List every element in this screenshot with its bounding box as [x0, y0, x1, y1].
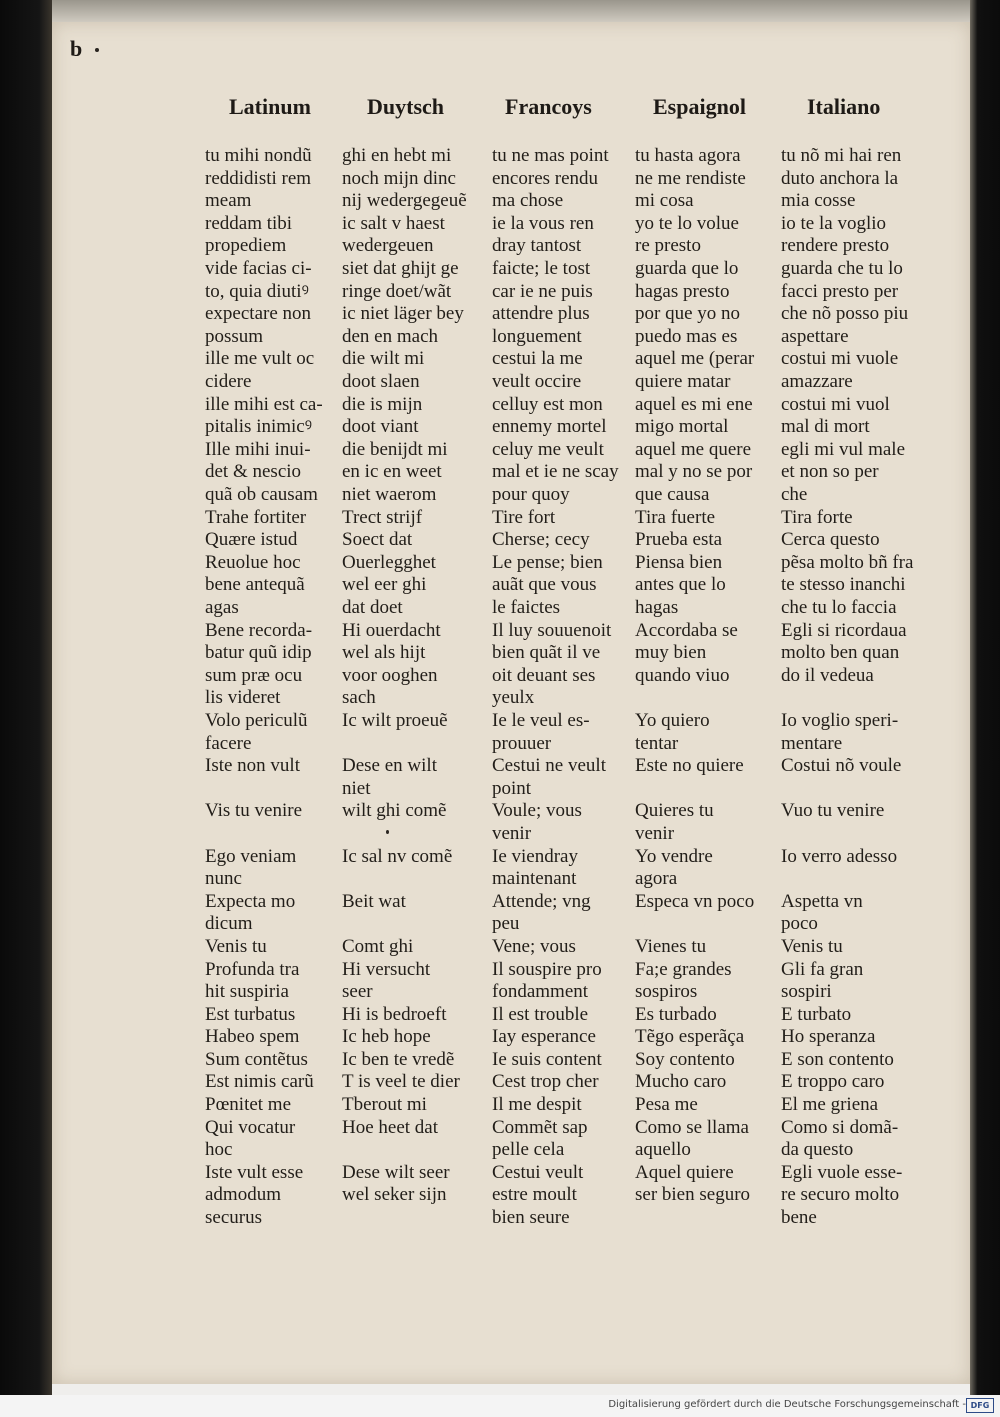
latin-cell: Bene recorda- batur quũ idip sum præ ocu lis videret	[205, 619, 313, 709]
latin-cell: Quære istud	[205, 529, 298, 551]
phrase-row	[205, 1049, 950, 1072]
phrase-row	[205, 507, 950, 530]
latin-cell: Qui vocatur hoc	[205, 1116, 296, 1161]
latin-cell: tu mihi nondũ reddidisti rem meam reddam tibi propediem vide facias ci- to, quia diutiꝰ expectare non possum ille me vult oc cidere	[205, 145, 315, 392]
latin-cell: Venis tu	[205, 935, 267, 957]
french-cell: Il souspire pro fondamment	[492, 958, 602, 1003]
phrase-row	[205, 1026, 950, 1049]
phrase-row	[205, 959, 950, 1004]
folio-mark: b	[70, 36, 83, 61]
dutch-cell: Trect strijf	[342, 506, 423, 528]
french-cell: Tire fort	[492, 506, 556, 528]
phrase-row	[205, 1071, 950, 1094]
dutch-cell: Ic heb hope	[342, 1026, 431, 1048]
italian-cell: Egli si ricordaua molto ben quan do il vedeua	[781, 619, 907, 686]
phrase-row	[205, 936, 950, 959]
phrase-row	[205, 145, 950, 394]
latin-cell: Iste non vult	[205, 755, 300, 777]
spanish-cell: Especa vn poco	[635, 890, 755, 912]
italian-cell: Ho speranza	[781, 1026, 876, 1048]
latin-cell: Reuolue hoc bene antequã agas	[205, 551, 305, 618]
phrase-row	[205, 800, 950, 845]
latin-cell: Expecta mo dicum	[205, 890, 296, 935]
dutch-cell: Ic wilt proeuẽ	[342, 709, 448, 731]
phrase-row	[205, 552, 950, 620]
spanish-cell: Soy contento	[635, 1048, 735, 1070]
phrase-row	[205, 846, 950, 891]
french-cell: Il luy souuenoit bien quãt il ve oit deuant ses yeulx	[492, 619, 612, 709]
ink-spot	[95, 48, 99, 52]
italian-cell: E turbato	[781, 1003, 852, 1025]
spanish-cell: Este no quiere	[635, 755, 744, 777]
header-spanish: Espaignol	[653, 94, 746, 119]
phrase-row	[205, 529, 950, 552]
phrase-row	[205, 1004, 950, 1027]
dutch-cell: Soect dat	[342, 529, 413, 551]
italian-cell: E troppo caro	[781, 1071, 885, 1093]
latin-cell: Est nimis carũ	[205, 1071, 314, 1093]
latin-cell: Ego veniam nunc	[205, 845, 297, 890]
french-cell: tu ne mas point encores rendu ma chose ie la vous ren dray tantost faicte; le tost car ie ne puis attendre plus longuement cestui la me veult occire	[492, 145, 609, 392]
dutch-cell: Ic ben te vredẽ	[342, 1048, 455, 1070]
latin-cell: Volo periculũ facere	[205, 709, 308, 754]
phrase-row	[205, 1117, 950, 1162]
dutch-cell: Comt ghi	[342, 935, 414, 957]
latin-cell: Habeo spem	[205, 1026, 300, 1048]
dutch-cell: Hoe heet dat	[342, 1116, 439, 1138]
dutch-cell: Hi versucht seer	[342, 958, 431, 1003]
phrase-row	[205, 1162, 950, 1230]
italian-cell: Io verro adesso	[781, 845, 898, 867]
french-cell: Iay esperance	[492, 1026, 596, 1048]
spanish-cell: Prueba esta	[635, 529, 723, 551]
left-scan-border	[0, 0, 52, 1395]
header-french: Francoys	[505, 94, 592, 119]
phrase-table	[205, 145, 950, 1230]
latin-cell: Iste vult esse admodum securus	[205, 1161, 304, 1229]
dutch-cell: Hi is bedroeft	[342, 1003, 447, 1025]
italian-cell: Cerca questo	[781, 529, 880, 551]
french-cell: Le pense; bien auãt que vous le faictes	[492, 551, 603, 618]
spanish-cell: Fa;e grandes sospiros	[635, 958, 732, 1003]
french-cell: Vene; vous	[492, 935, 576, 957]
italian-cell: costui mi vuol mal di mort egli mi vul male et non so per che	[781, 393, 906, 505]
spanish-cell: Mucho caro	[635, 1071, 727, 1093]
funding-note: Digitalisierung gefördert durch die Deutsche Forschungsgemeinschaft -	[608, 1399, 966, 1410]
spanish-cell: Quieres tu venir	[635, 800, 714, 844]
column-headers	[205, 94, 945, 128]
header-italian: Italiano	[807, 94, 881, 119]
italian-cell: Tira forte	[781, 506, 853, 528]
italian-cell: tu nõ mi hai ren duto anchora la mia cosse io te la voglio rendere presto guarda che tu lo facci presto per che nõ posso piu aspettare costui mi vuole amazzare	[781, 145, 909, 392]
italian-cell: Costui nõ voule	[781, 755, 902, 777]
phrase-row	[205, 755, 950, 800]
dutch-cell: Ic sal nv comẽ	[342, 845, 453, 867]
italian-cell: Gli fa gran sospiri	[781, 958, 864, 1003]
french-cell: Ie viendray maintenant	[492, 845, 578, 890]
french-cell: Cestui veult estre moult bien seure	[492, 1161, 584, 1229]
italian-cell: E son contento	[781, 1048, 894, 1070]
dutch-cell: die is mijn doot viant die benijdt mi en ic en weet niet waerom	[342, 393, 448, 505]
dutch-cell: wilt ghi comẽ	[342, 800, 447, 822]
dutch-cell: Hi ouerdacht wel als hijt voor ooghen sach	[342, 619, 441, 709]
spanish-cell: Es turbado	[635, 1003, 717, 1025]
italian-cell: Egli vuole esse- re securo molto bene	[781, 1161, 903, 1229]
french-cell: Cestui ne veult point	[492, 755, 606, 799]
phrase-row	[205, 891, 950, 936]
spanish-cell: Como se llama aquello	[635, 1116, 749, 1161]
spanish-cell: tu hasta agora ne me rendiste mi cosa yo te lo volue re presto guarda que lo hagas presto por que yo no puedo mas es aquel me (perar quiere matar	[635, 145, 755, 392]
dfg-logo: DFG	[966, 1398, 994, 1413]
french-cell: Il me despit	[492, 1094, 582, 1116]
french-cell: Cest trop cher	[492, 1071, 599, 1093]
italian-cell: Aspetta vn poco	[781, 890, 863, 935]
dutch-cell: Ouerlegghet wel eer ghi dat doet	[342, 551, 436, 618]
spanish-cell: Tẽgo esperãça	[635, 1026, 745, 1048]
french-cell: Ie le veul es- prouuer	[492, 709, 590, 754]
latin-cell: Trahe fortiter	[205, 506, 307, 528]
spanish-cell: Accordaba se muy bien quando viuo	[635, 619, 738, 686]
french-cell: Il est trouble	[492, 1003, 589, 1025]
italian-cell: Venis tu	[781, 935, 843, 957]
dutch-cell: Dese wilt seer wel seker sijn	[342, 1161, 450, 1206]
french-cell: celluy est mon ennemy mortel celuy me veult mal et ie ne scay pour quoy	[492, 393, 619, 505]
spanish-cell: Aquel quiere ser bien seguro	[635, 1161, 751, 1206]
french-cell: Commẽt sap pelle cela	[492, 1116, 588, 1161]
top-scan-border	[52, 0, 970, 22]
italian-cell: El me griena	[781, 1094, 879, 1116]
french-cell: Cherse; cecy	[492, 529, 590, 551]
latin-cell: Sum contẽtus	[205, 1048, 308, 1070]
latin-cell: Est turbatus	[205, 1003, 296, 1025]
spanish-cell: Piensa bien antes que lo hagas	[635, 551, 726, 618]
spanish-cell: Vienes tu	[635, 935, 707, 957]
italian-cell: Io voglio speri- mentare	[781, 709, 899, 754]
latin-cell: ille mihi est ca- pitalis inimicꝰ Ille mihi inui- det & nescio quã ob causam	[205, 393, 323, 505]
phrase-row	[205, 620, 950, 710]
phrase-row	[205, 710, 950, 755]
dutch-cell: Dese en wilt niet	[342, 755, 437, 799]
dutch-cell: Tberout mi	[342, 1094, 427, 1116]
spanish-cell: Yo vendre agora	[635, 845, 713, 890]
right-scan-border	[970, 0, 1000, 1395]
phrase-row	[205, 1094, 950, 1117]
dutch-cell: ghi en hebt mi noch mijn dinc nij wedergegeuẽ ic salt v haest wedergeuen siet dat ghijt ge ringe doet/wãt ic niet läger bey den en mach die wilt mi doot slaen	[342, 145, 467, 392]
french-cell: Ie suis content	[492, 1048, 602, 1070]
italian-cell: Vuo tu venire	[781, 800, 885, 822]
french-cell: Attende; vng peu	[492, 890, 591, 935]
french-cell: Voule; vous venir	[492, 800, 582, 844]
latin-cell: Pœnitet me	[205, 1094, 292, 1116]
latin-cell: Vis tu venire	[205, 800, 303, 822]
italian-cell: pẽsa molto bñ fra te stesso inanchi che tu lo faccia	[781, 551, 914, 618]
dutch-cell: T is veel te dier	[342, 1071, 460, 1093]
spanish-cell: Tira fuerte	[635, 506, 716, 528]
spanish-cell: Pesa me	[635, 1094, 698, 1116]
dutch-cell: Beit wat	[342, 890, 406, 912]
header-latin: Latinum	[229, 94, 311, 119]
latin-cell: Profunda tra hit suspiria	[205, 958, 300, 1003]
spanish-cell: aquel es mi ene migo mortal aquel me quere mal y no se por que causa	[635, 393, 753, 505]
phrase-row	[205, 394, 950, 507]
spanish-cell: Yo quiero tentar	[635, 709, 710, 754]
italian-cell: Como si domã- da questo	[781, 1116, 899, 1161]
header-dutch: Duytsch	[367, 94, 445, 119]
